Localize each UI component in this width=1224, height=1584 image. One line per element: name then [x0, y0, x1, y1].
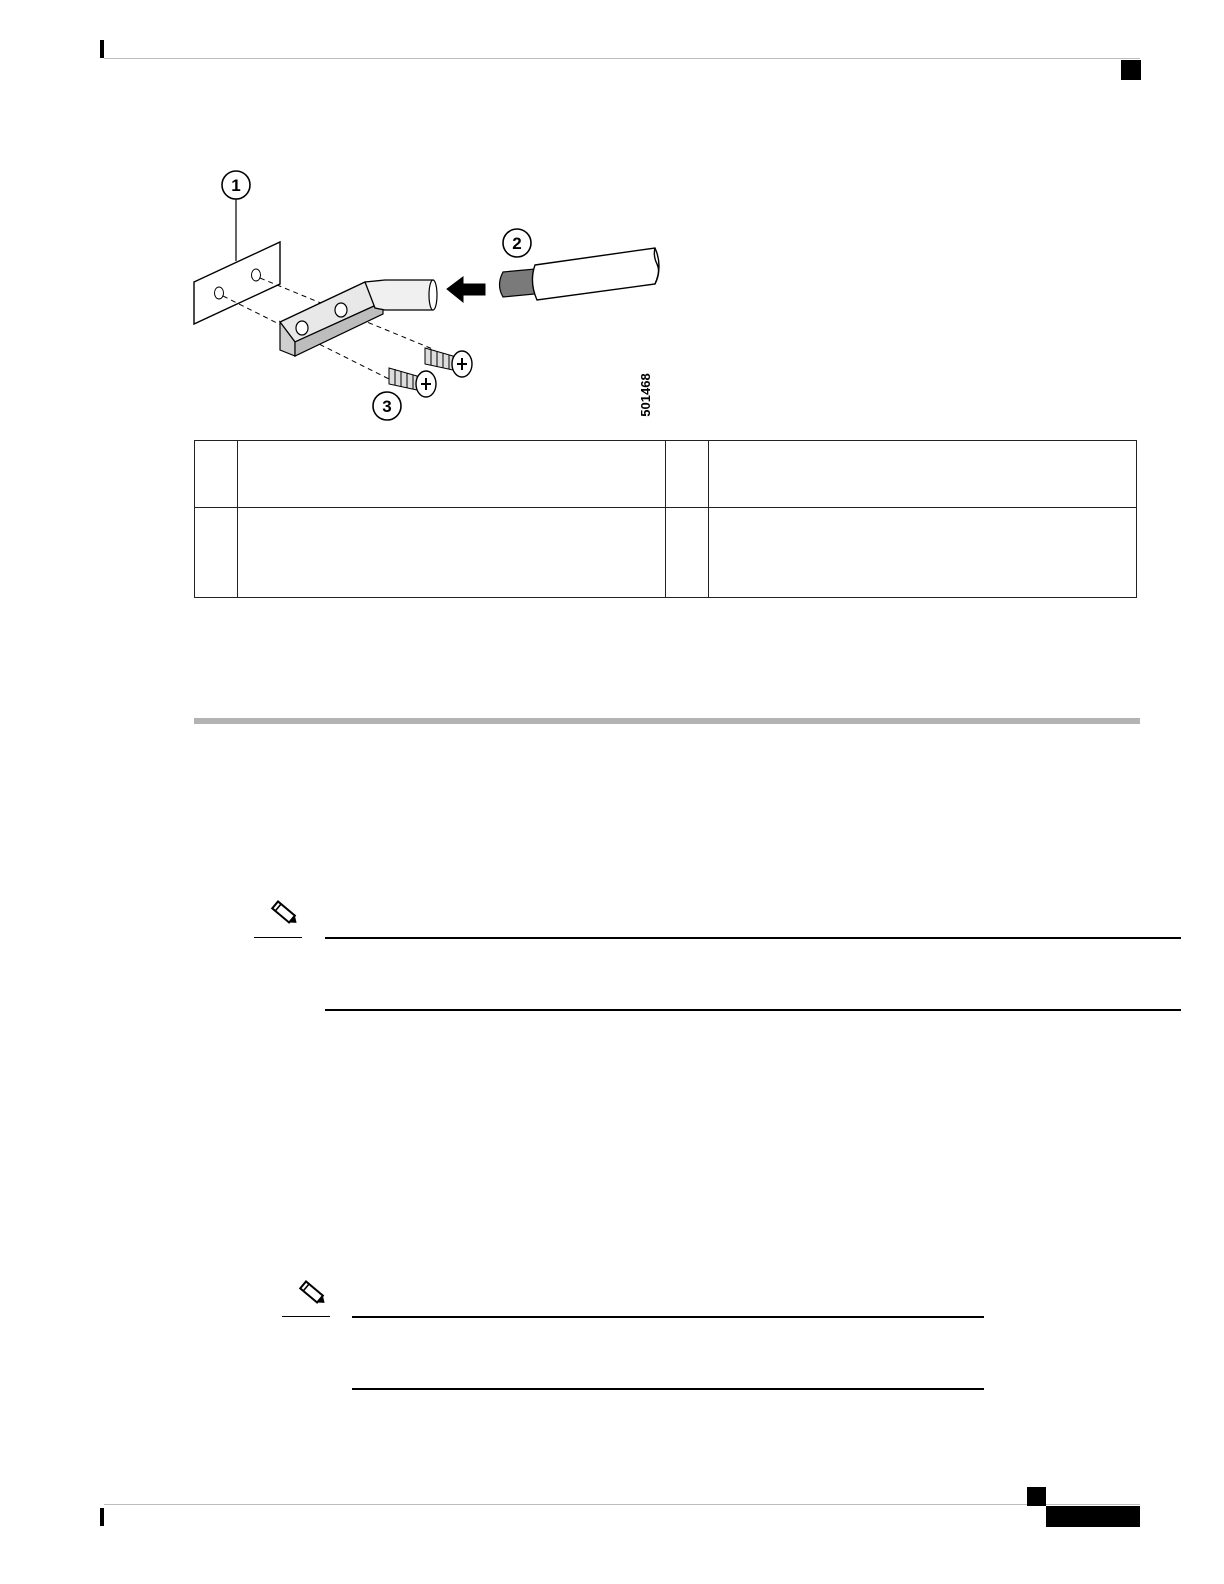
- callout-1-label: 1: [231, 176, 241, 195]
- header-marker: [100, 40, 104, 58]
- screw-upper: [425, 348, 472, 377]
- note-text: [325, 950, 1181, 1000]
- note-pencil-icon: [266, 898, 302, 928]
- table-row: [195, 441, 1137, 508]
- footer-page-tab: [1027, 1487, 1046, 1506]
- callout-1: [222, 171, 250, 261]
- footer-marker: [100, 1508, 104, 1526]
- header-rule: [104, 58, 1140, 59]
- table-cell-number: [195, 508, 238, 598]
- table-cell-description: [238, 508, 666, 598]
- table-row: [195, 508, 1137, 598]
- section-divider: [194, 718, 1140, 724]
- callout-3-label: 3: [382, 397, 392, 416]
- note-icon-underline: [254, 937, 302, 938]
- callout-legend-table: [194, 440, 1137, 598]
- table-cell-description: [238, 441, 666, 508]
- note-top-rule: [352, 1316, 984, 1318]
- table-cell-number: [195, 441, 238, 508]
- table-cell-number: [666, 441, 709, 508]
- callout-2-label: 2: [512, 234, 522, 253]
- note-bottom-rule: [325, 1009, 1181, 1011]
- header-page-tab: [1121, 60, 1141, 80]
- table-cell-description: [709, 441, 1137, 508]
- callout-2: [503, 229, 531, 257]
- note-pencil-icon: [294, 1278, 330, 1308]
- footer-rule: [104, 1504, 1140, 1505]
- note-bottom-rule: [352, 1388, 984, 1390]
- note-icon-underline: [282, 1316, 330, 1317]
- note-text: [352, 1328, 984, 1378]
- chassis-plate: [194, 242, 280, 324]
- ground-lug: [280, 280, 437, 356]
- footer-page-number-box: [1046, 1506, 1140, 1527]
- callout-3: [373, 392, 401, 420]
- insert-arrow-icon: [447, 277, 485, 302]
- ground-lug-figure: [185, 160, 685, 430]
- table-cell-description: [709, 508, 1137, 598]
- figure-id: 501468: [638, 373, 653, 417]
- note-top-rule: [325, 937, 1181, 939]
- screw-lower: [389, 368, 436, 397]
- table-cell-number: [666, 508, 709, 598]
